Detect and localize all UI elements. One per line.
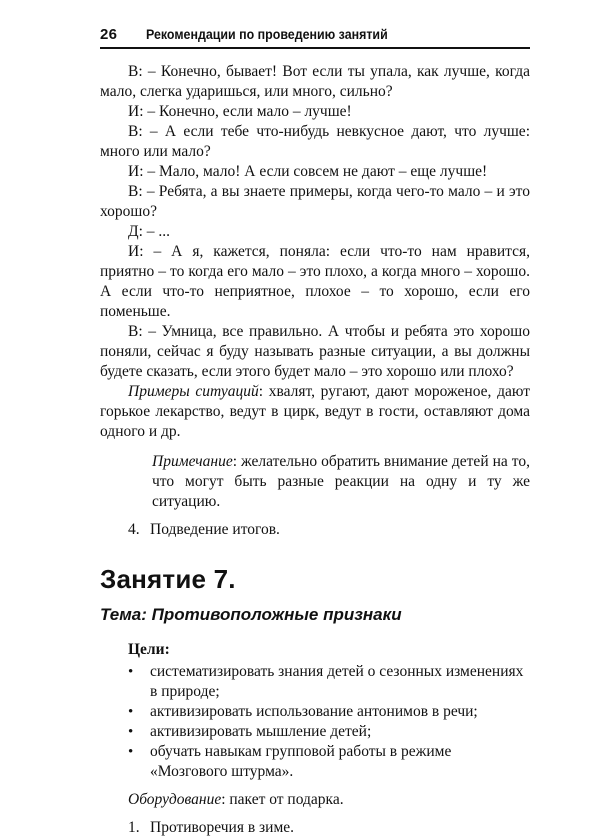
dialogue-line: Д: – ...: [128, 223, 171, 240]
note-paragraph: [152, 452, 530, 512]
bullet-icon: •: [128, 744, 134, 760]
examples-paragraph: [100, 382, 530, 442]
running-head: [100, 26, 530, 48]
dialogue-line: В: – Ребята, а вы знаете примеры, когда чего-то мало – и это хорошо?: [100, 183, 530, 220]
lesson-title: Занятие 7.: [100, 564, 236, 594]
note-text: : желательно обратить внимание детей на то, что могут быть разные реакции на одну и ту же ситуацию.: [152, 453, 530, 510]
note-label: Примечание: [152, 453, 233, 470]
step-1: [128, 818, 530, 838]
page-number: 26: [100, 26, 118, 43]
equipment-paragraph: [100, 790, 530, 810]
goal-item: [100, 742, 530, 782]
running-title: Рекомендации по проведению занятий: [146, 27, 388, 42]
bullet-icon: •: [128, 724, 134, 740]
dialogue-line: В: – Умница, все правильно. А чтобы и ребята это хорошо поняли, сейчас я буду называть разные ситуации, а вы должны будете сказать, если этого будет мало – это хорошо или плохо?: [100, 323, 530, 380]
dialogue-line: В: – А если тебе что-нибудь невкусное дают, что лучше: много или мало?: [100, 123, 530, 160]
goal-text: систематизировать знания детей о сезонных изменениях в природе;: [150, 663, 524, 700]
body-text: [100, 62, 530, 838]
dialogue-line: И: – Конечно, если мало – лучше!: [128, 103, 352, 120]
bullet-icon: •: [128, 664, 134, 680]
goal-item: [100, 662, 530, 702]
dialogue-line: И: – Мало, мало! А если совсем не дают – еще лучше!: [128, 163, 488, 180]
dialogue-line: В: – Конечно, бывает! Вот если ты упала, как лучше, когда мало, слегка ударишься, или много, сильно?: [100, 63, 530, 100]
lesson-topic: Тема: Противоположные признаки: [100, 605, 402, 624]
examples-label: Примеры ситуаций: [128, 383, 259, 400]
step-number: 4.: [128, 521, 140, 538]
bullet-icon: •: [128, 704, 134, 720]
goal-item: [100, 722, 530, 742]
equipment-text: : пакет от подарка.: [221, 791, 344, 808]
step-4: [128, 520, 530, 540]
dialogue-line: И: – А я, кажется, поняла: если что-то нам нравится, приятно – то когда его мало – это плохо, а когда много – хорошо. А если что-то неприятное, плохое – то хорошо, если его поменьше.: [100, 243, 530, 320]
step-number: 1.: [128, 819, 140, 836]
goal-item: [100, 702, 530, 722]
equipment-label: Оборудование: [128, 791, 222, 808]
examples-text: : хвалят, ругают, дают мороженое, дают горькое лекарство, ведут в цирк, ведут в гости, оставляют дома одного и др.: [100, 383, 530, 440]
goal-text: обучать навыкам групповой работы в режиме «Мозгового штурма».: [150, 743, 452, 780]
goals-list: [100, 662, 530, 782]
goals-heading: Цели:: [128, 641, 170, 658]
header-rule: [100, 47, 530, 49]
goal-text: активизировать использование антонимов в речи;: [150, 703, 478, 720]
goal-text: активизировать мышление детей;: [150, 723, 372, 740]
step-text: Подведение итогов.: [150, 521, 280, 538]
step-text: Противоречия в зиме.: [150, 819, 295, 836]
